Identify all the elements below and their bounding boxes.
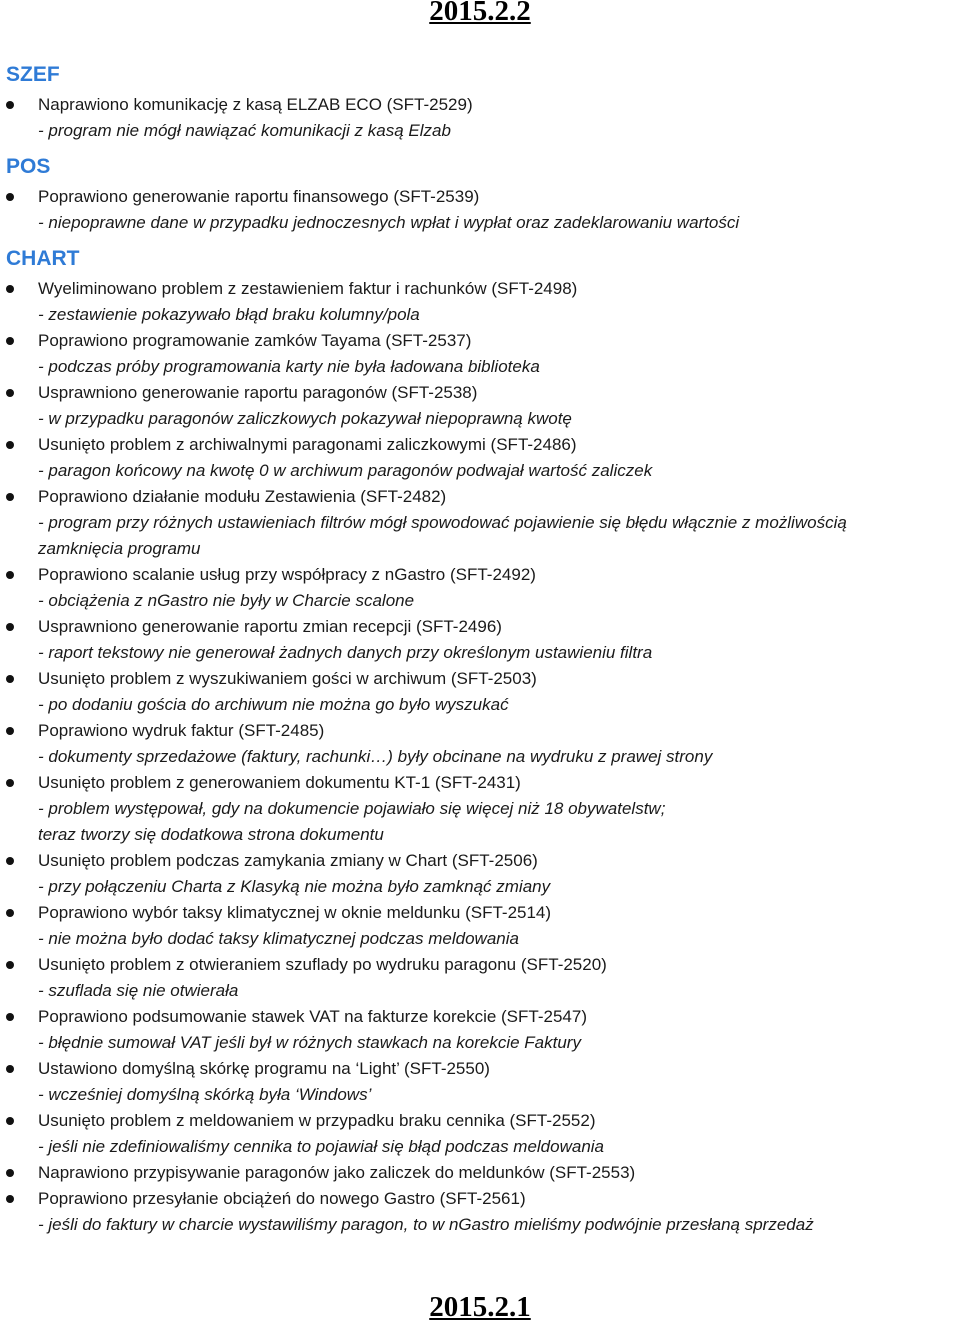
bullet-icon: [6, 727, 14, 735]
item-title: Naprawiono komunikację z kasą ELZAB ECO (SFT-2529): [38, 95, 473, 114]
item-title: Poprawiono generowanie raportu finansowego (SFT-2539): [38, 187, 480, 206]
bullet-icon: [6, 857, 14, 865]
item-note: - program przy różnych ustawieniach filtrów mógł spowodować pojawienie się błędu włącznie z możliwością: [38, 513, 847, 532]
list-item: [0, 718, 960, 770]
list-item: [0, 184, 960, 236]
item-title: Usunięto problem z generowaniem dokumentu KT-1 (SFT-2431): [38, 773, 521, 792]
bullet-icon: [6, 389, 14, 397]
bullet-icon: [6, 1013, 14, 1021]
item-note: - podczas próby programowania karty nie była ładowana biblioteka: [38, 357, 540, 376]
item-title: Usprawniono generowanie raportu zmian recepcji (SFT-2496): [38, 617, 502, 636]
section-title: CHART: [6, 247, 80, 270]
list-item: [0, 276, 960, 328]
item-title: Usunięto problem podczas zamykania zmiany w Chart (SFT-2506): [38, 851, 538, 870]
item-title: Naprawiono przypisywanie paragonów jako zaliczek do meldunków (SFT-2553): [38, 1163, 636, 1182]
bullet-icon: [6, 337, 14, 345]
bullet-icon: [6, 101, 14, 109]
bullet-icon: [6, 441, 14, 449]
item-note: - jeśli nie zdefiniowaliśmy cennika to pojawiał się błąd podczas meldowania: [38, 1137, 605, 1156]
list-item: [0, 666, 960, 718]
item-title: Poprawiono przesyłanie obciążeń do nowego Gastro (SFT-2561): [38, 1189, 526, 1208]
bullet-icon: [6, 1195, 14, 1203]
item-note: teraz tworzy się dodatkowa strona dokumentu: [38, 825, 384, 844]
item-title: Wyeliminowano problem z zestawieniem faktur i rachunków (SFT-2498): [38, 279, 578, 298]
list-item: [0, 900, 960, 952]
list-item: [0, 848, 960, 900]
list-item: [0, 1004, 960, 1056]
section-item-list: [0, 276, 960, 1238]
section-title: POS: [6, 155, 51, 178]
item-title: Usunięto problem z meldowaniem w przypadku braku cennika (SFT-2552): [38, 1111, 596, 1130]
list-item: [0, 92, 960, 144]
section-item-list: [0, 184, 960, 236]
item-note: - przy połączeniu Charta z Klasyką nie można było zamknąć zmiany: [38, 877, 551, 896]
item-title: Ustawiono domyślną skórkę programu na ‘Light’ (SFT-2550): [38, 1059, 490, 1078]
item-note: - jeśli do faktury w charcie wystawiliśmy paragon, to w nGastro mieliśmy podwójnie przesłaną sprzedaż: [38, 1215, 814, 1234]
item-note: - niepoprawne dane w przypadku jednoczesnych wpłat i wypłat oraz zadeklarowaniu wartości: [38, 213, 740, 232]
item-note: - problem występował, gdy na dokumencie pojawiało się więcej niż 18 obywatelstw;: [38, 799, 666, 818]
item-note: - błędnie sumował VAT jeśli był w różnych stawkach na korekcie Faktury: [38, 1033, 581, 1052]
item-title: Poprawiono scalanie usług przy współpracy z nGastro (SFT-2492): [38, 565, 536, 584]
bullet-icon: [6, 285, 14, 293]
item-note: - dokumenty sprzedażowe (faktury, rachunki…) były obcinane na wydruku z prawej strony: [38, 747, 713, 766]
bullet-icon: [6, 909, 14, 917]
list-item: [0, 562, 960, 614]
item-note: zamknięcia programu: [38, 539, 201, 558]
release-notes-sections: [0, 62, 960, 1248]
bullet-icon: [6, 961, 14, 969]
bullet-icon: [6, 1169, 14, 1177]
item-note: - obciążenia z nGastro nie były w Charcie scalone: [38, 591, 415, 610]
list-item: [0, 1160, 960, 1186]
item-title: Usunięto problem z archiwalnymi paragonami zaliczkowymi (SFT-2486): [38, 435, 577, 454]
item-note: - po dodaniu gościa do archiwum nie można go było wyszukać: [38, 695, 509, 714]
item-title: Poprawiono wybór taksy klimatycznej w oknie meldunku (SFT-2514): [38, 903, 552, 922]
list-item: [0, 1056, 960, 1108]
list-item: [0, 432, 960, 484]
bullet-icon: [6, 623, 14, 631]
item-note: - paragon końcowy na kwotę 0 w archiwum paragonów podwajał wartość zaliczek: [38, 461, 653, 480]
bullet-icon: [6, 193, 14, 201]
item-title: Poprawiono działanie modułu Zestawienia (SFT-2482): [38, 487, 447, 506]
item-title: Poprawiono wydruk faktur (SFT-2485): [38, 721, 325, 740]
bullet-icon: [6, 1065, 14, 1073]
list-item: [0, 380, 960, 432]
bullet-icon: [6, 675, 14, 683]
item-title: Usprawniono generowanie raportu paragonów (SFT-2538): [38, 383, 478, 402]
item-note: - wcześniej domyślną skórką była ‘Windows’: [38, 1085, 372, 1104]
item-note: - szuflada się nie otwierała: [38, 981, 239, 1000]
bullet-icon: [6, 779, 14, 787]
version-heading: 2015.2.2: [429, 0, 531, 27]
section-item-list: [0, 92, 960, 144]
section-title: SZEF: [6, 63, 60, 86]
bullet-icon: [6, 1117, 14, 1125]
item-title: Usunięto problem z otwieraniem szuflady po wydruku paragonu (SFT-2520): [38, 955, 607, 974]
list-item: [0, 1108, 960, 1160]
item-note: - program nie mógł nawiązać komunikacji z kasą Elzab: [38, 121, 451, 140]
list-item: [0, 328, 960, 380]
previous-version-heading: 2015.2.1: [429, 1291, 531, 1323]
item-note: - zestawienie pokazywało błąd braku kolumny/pola: [38, 305, 420, 324]
item-title: Poprawiono podsumowanie stawek VAT na fakturze korekcie (SFT-2547): [38, 1007, 587, 1026]
list-item: [0, 770, 960, 848]
item-title: Poprawiono programowanie zamków Tayama (SFT-2537): [38, 331, 472, 350]
item-title: Usunięto problem z wyszukiwaniem gości w archiwum (SFT-2503): [38, 669, 537, 688]
item-note: - w przypadku paragonów zaliczkowych pokazywał niepoprawną kwotę: [38, 409, 572, 428]
bullet-icon: [6, 493, 14, 501]
list-item: [0, 614, 960, 666]
item-note: - raport tekstowy nie generował żadnych danych przy określonym ustawieniu filtra: [38, 643, 653, 662]
bullet-icon: [6, 571, 14, 579]
list-item: [0, 952, 960, 1004]
item-note: - nie można było dodać taksy klimatycznej podczas meldowania: [38, 929, 519, 948]
list-item: [0, 484, 960, 562]
list-item: [0, 1186, 960, 1238]
